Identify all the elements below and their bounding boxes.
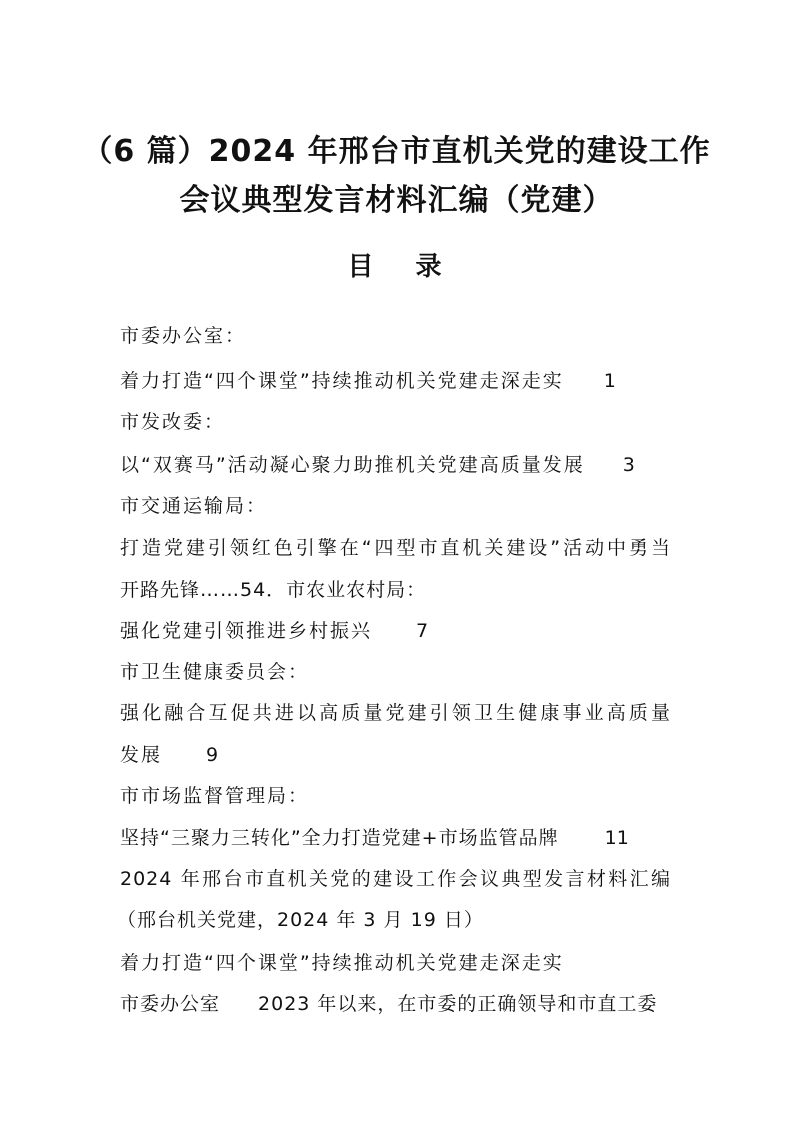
article-author: 市委办公室 [120,993,221,1015]
document-title-line-2: 会议典型发言材料汇编（党建） [179,183,614,218]
toc-entry-title-wrapped[interactable]: 打造党建引领红色引擎在“四型市直机关建设”活动中勇当 [120,537,671,559]
toc-section-label: 市卫生健康委员会： [120,661,310,683]
toc-entry-continuation[interactable]: 开路先锋……54．市农业农村局： [120,579,427,601]
toc-entry[interactable] [120,366,616,393]
toc-entry-title: 以“双赛马”活动凝心聚力助推机关党建高质量发展 [120,454,585,476]
toc-entry-title: 着力打造“四个课堂”持续推动机关党建走深走实 [120,370,564,392]
toc-entry-title-wrapped[interactable]: 强化融合互促共进以高质量党建引领卫生健康事业高质量 [120,702,671,724]
toc-entry-page: 7 [416,620,429,642]
article-body-line [120,989,657,1016]
toc-heading [0,246,793,283]
toc-entry-title: 坚持“三聚力三转化”全力打造党建+市场监管品牌 [120,827,559,849]
toc-entry-title: 发展 [120,744,163,766]
toc-heading-char-2: 录 [415,252,446,282]
article-body-text: 2023 年以来，在市委的正确领导和市直工委 [258,993,658,1015]
toc-entry[interactable] [120,450,635,477]
toc-section-label: 市交通运输局： [120,495,268,517]
toc-section-label: 市市场监督管理局： [120,785,310,807]
toc-entry-page: 11 [604,827,629,849]
article-title: 着力打造“四个课堂”持续推动机关党建走深走实 [120,952,564,974]
toc-entry-page: 3 [622,454,635,476]
toc-entry-title: 强化党建引领推进乡村振兴 [120,620,373,642]
toc-entry[interactable] [120,823,629,850]
toc-heading-char-1: 目 [347,252,378,282]
toc-entry[interactable] [120,616,428,643]
toc-entry[interactable] [120,740,218,767]
toc-entry-page: 1 [603,370,616,392]
body-heading: 2024 年邢台市直机关党的建设工作会议典型发言材料汇编 [120,868,671,890]
toc-section-label: 市委办公室： [120,325,247,347]
source-note: （邢台机关党建，2024 年 3 月 19 日） [117,909,484,931]
toc-section-label: 市发改委： [120,411,226,433]
document-title-line-1: （6 篇）2024 年邢台市直机关党的建设工作 [82,134,711,169]
toc-entry-page: 9 [206,744,219,766]
